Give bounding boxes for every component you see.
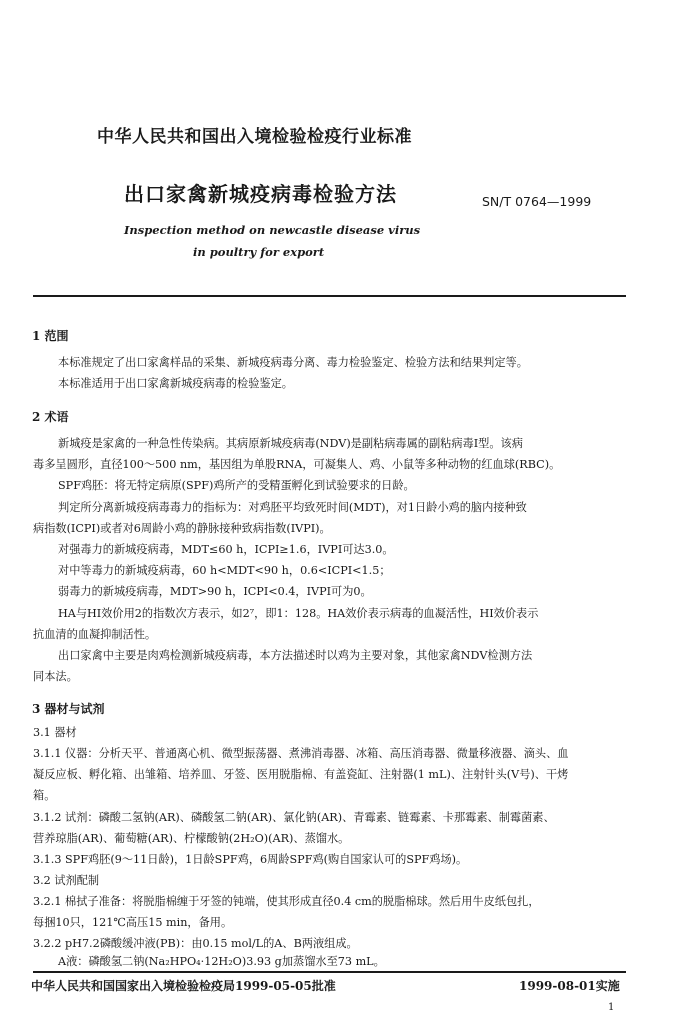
section-3-heading: 3 器材与试剂 <box>32 702 105 716</box>
paragraph: 弱毒力的新城疫病毒，MDT>90 h，ICPI<0.4，IVPI可为0。 <box>58 585 372 598</box>
paragraph: A液：磷酸氢二钠(Na₂HPO₄·12H₂O)3.93 g加蒸馏水至73 mL。 <box>58 955 385 968</box>
subsection-3-1-heading: 3.1 器材 <box>33 726 77 739</box>
approval-statement: 中华人民共和国国家出入境检验检疫局1999-05-05批准 <box>31 979 336 993</box>
paragraph: 3.1.1 仪器：分析天平、普通离心机、微型振荡器、煮沸消毒器、冰箱、高压消毒器、微量移液器、滴头、血 <box>33 747 569 760</box>
paragraph: 3.1.2 试剂：磷酸二氢钠(AR)、磷酸氢二钠(AR)、氯化钠(AR)、青霉素、链霉素、卡那霉素、制霉菌素、 <box>33 811 555 824</box>
header-divider <box>33 295 626 297</box>
paragraph: 本标准规定了出口家禽样品的采集、新城疫病毒分离、毒力检验鉴定、检验方法和结果判定等。 <box>58 356 528 369</box>
english-title-line-2: in poultry for export <box>193 245 325 259</box>
paragraph: 毒多呈圆形，直径100～500 nm，基因组为单股RNA，可凝集人、鸡、小鼠等多种动物的红血球(RBC)。 <box>33 458 561 471</box>
paragraph: 3.2.1 棉拭子准备：将脱脂棉缠于牙签的钝端，使其形成直径0.4 cm的脱脂棉球。然后用牛皮纸包扎， <box>33 895 540 908</box>
page-number: 1 <box>608 1002 615 1013</box>
paragraph: 3.1.3 SPF鸡胚(9～11日龄)，1日龄SPF鸡，6周龄SPF鸡(购自国家认可的SPF鸡场)。 <box>33 853 468 866</box>
paragraph: 营养琼脂(AR)、葡萄糖(AR)、柠檬酸钠(2H₂O)(AR)、蒸馏水。 <box>33 832 350 845</box>
paragraph: SPF鸡胚：将无特定病原(SPF)鸡所产的受精蛋孵化到试验要求的日龄。 <box>58 479 415 492</box>
paragraph: 对中等毒力的新城疫病毒，60 h<MDT<90 h，0.6<ICPI<1.5； <box>58 564 391 577</box>
paragraph: 病指数(ICPI)或者对6周龄小鸡的静脉接种致病指数(IVPI)。 <box>33 522 331 535</box>
paragraph: 同本法。 <box>33 670 78 683</box>
standard-category-heading: 中华人民共和国出入境检验检疫行业标准 <box>97 127 412 147</box>
paragraph: 新城疫是家禽的一种急性传染病。其病原新城疫病毒(NDV)是副粘病毒属的副粘病毒Ⅰ型。该病 <box>58 437 523 450</box>
paragraph: 3.2.2 pH7.2磷酸缓冲液(PB)：由0.15 mol/L的A、B两液组成。 <box>33 937 358 950</box>
paragraph: 出口家禽中主要是肉鸡检测新城疫病毒，本方法描述时以鸡为主要对象，其他家禽NDV检测方法 <box>58 649 533 662</box>
paragraph: 本标准适用于出口家禽新城疫病毒的检验鉴定。 <box>58 377 293 390</box>
section-1-heading: 1 范围 <box>32 329 69 343</box>
subsection-3-2-heading: 3.2 试剂配制 <box>33 874 100 887</box>
standard-code: SN/T 0764—1999 <box>482 194 592 209</box>
footer-divider <box>33 971 626 973</box>
paragraph: 箱。 <box>33 789 56 802</box>
paragraph: 抗血清的血凝抑制活性。 <box>33 628 157 641</box>
paragraph: HA与HI效价用2的指数次方表示，如2⁷，即1：128。HA效价表示病毒的血凝活性，HI效价表示 <box>58 607 539 620</box>
implementation-date: 1999-08-01实施 <box>519 979 620 993</box>
section-2-heading: 2 术语 <box>32 410 69 424</box>
paragraph: 判定所分离新城疫病毒毒力的指标为：对鸡胚平均致死时间(MDT)，对1日龄小鸡的脑内接种致 <box>58 501 527 514</box>
paragraph: 每捆10只，121℃高压15 min，备用。 <box>33 916 233 929</box>
english-title-line-1: Inspection method on newcastle disease virus <box>124 223 421 237</box>
paragraph: 对强毒力的新城疫病毒，MDT≤60 h，ICPI≥1.6，IVPI可达3.0。 <box>58 543 394 556</box>
paragraph: 凝反应板、孵化箱、出雏箱、培养皿、牙签、医用脱脂棉、有盖瓷缸、注射器(1 mL)、注射针头(Ⅴ号)、干烤 <box>33 768 569 781</box>
document-title: 出口家禽新城疫病毒检验方法 <box>124 182 397 206</box>
